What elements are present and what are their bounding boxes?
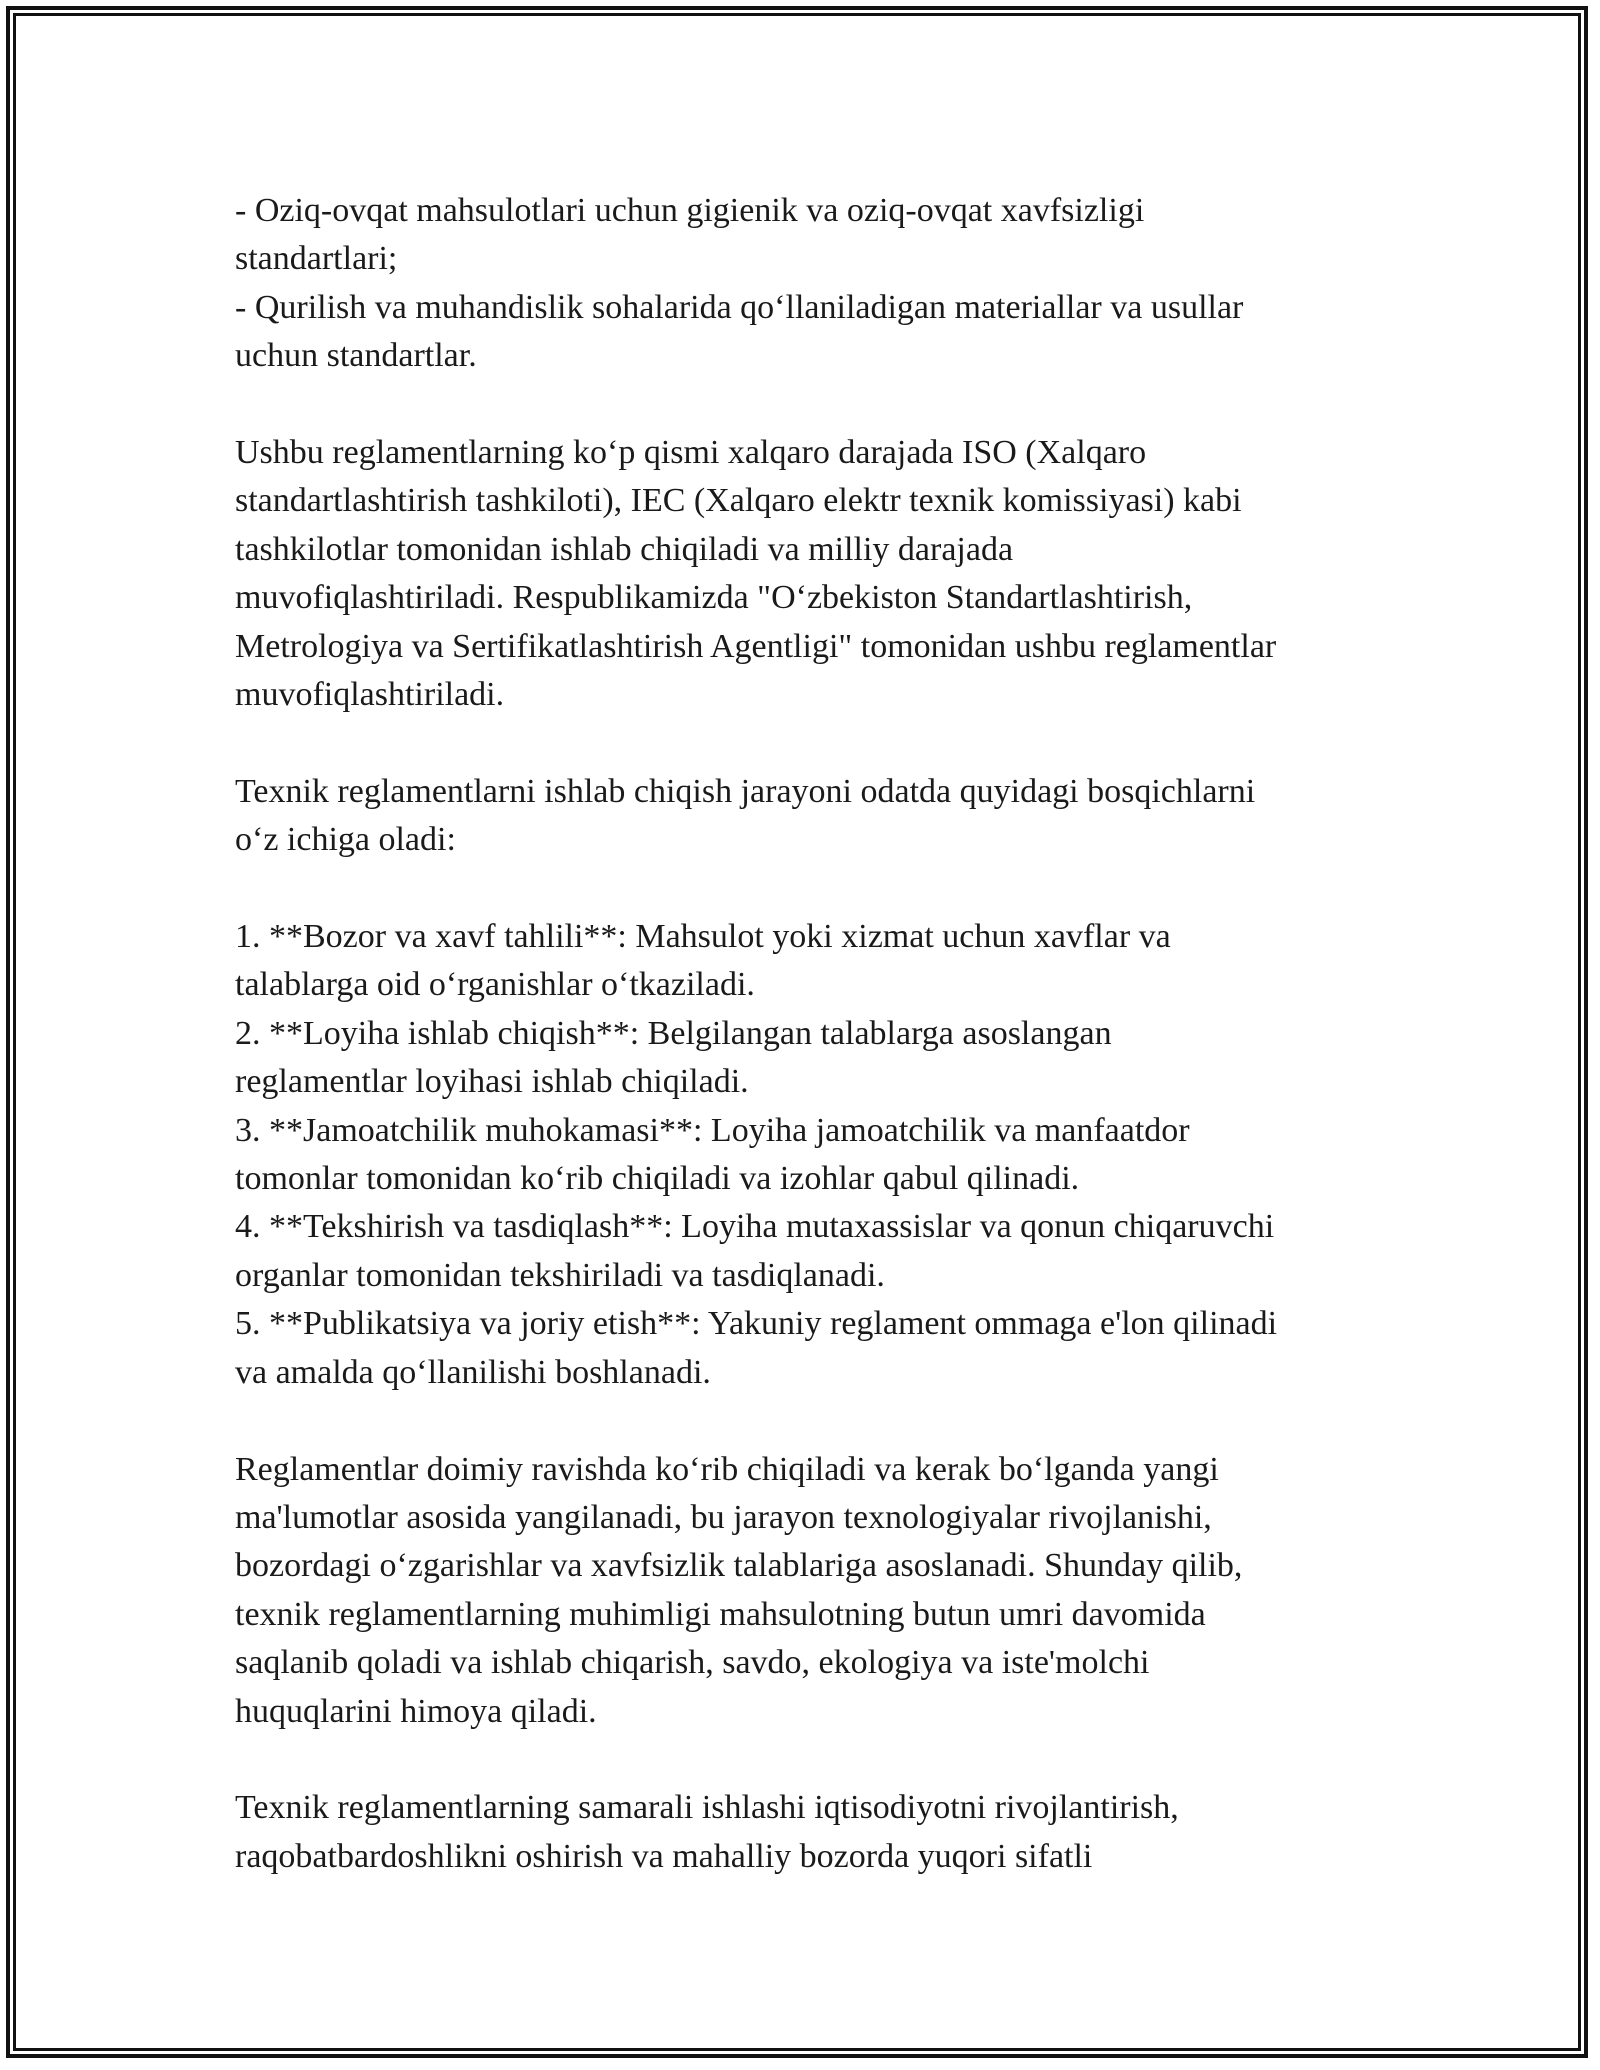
text-line: 5. **Publikatsiya va joriy etish**: Yakuniy reglament ommaga e'lon qilinadi: [235, 1305, 1278, 1343]
text-line: Ushbu reglamentlarning ko‘p qismi xalqaro darajada ISO (Xalqaro: [235, 434, 1147, 472]
text-line: raqobatbardoshlikni oshirish va mahalliy bozorda yuqori sifatli: [235, 1837, 1093, 1875]
text-line: va amalda qo‘llanilishi boshlanadi.: [235, 1353, 711, 1391]
paragraph-review: [235, 1446, 1375, 1736]
text-line: saqlanib qoladi va ishlab chiqarish, savdo, ekologiya va iste'molchi: [235, 1644, 1150, 1682]
text-line: Reglamentlar doimiy ravishda ko‘rib chiqiladi va kerak bo‘lganda yangi: [235, 1450, 1219, 1488]
text-line: Texnik reglamentlarning samarali ishlashi iqtisodiyotni rivojlantirish,: [235, 1789, 1179, 1827]
paragraph-gap: [235, 1397, 1375, 1445]
text-line: uchun standartlar.: [235, 337, 477, 375]
document-page: [235, 187, 1375, 1881]
text-line: standartlari;: [235, 240, 398, 278]
text-line: organlar tomonidan tekshiriladi va tasdiqlanadi.: [235, 1256, 885, 1294]
text-line: - Qurilish va muhandislik sohalarida qo‘llaniladigan materiallar va usullar: [235, 288, 1244, 326]
text-line: o‘z ichiga oladi:: [235, 821, 456, 859]
paragraph-gap: [235, 1736, 1375, 1784]
text-line: standartlashtirish tashkiloti), IEC (Xalqaro elektr texnik komissiyasi) kabi: [235, 482, 1242, 520]
text-line: tashkilotlar tomonidan ishlab chiqiladi va milliy darajada: [235, 530, 1014, 568]
paragraph-intro-list: [235, 187, 1375, 381]
text-line: muvofiqlashtiriladi. Respublikamizda "O‘zbekiston Standartlashtirish,: [235, 579, 1193, 617]
text-line: bozordagi o‘zgarishlar va xavfsizlik talablariga asoslanadi. Shunday qilib,: [235, 1547, 1243, 1585]
text-line: 4. **Tekshirish va tasdiqlash**: Loyiha mutaxassislar va qonun chiqaruvchi: [235, 1208, 1275, 1246]
text-line: muvofiqlashtiriladi.: [235, 676, 505, 714]
text-line: 3. **Jamoatchilik muhokamasi**: Loyiha jamoatchilik va manfaatdor: [235, 1111, 1190, 1149]
text-line: Metrologiya va Sertifikatlashtirish Agentligi" tomonidan ushbu reglamentlar: [235, 627, 1277, 665]
text-line: Texnik reglamentlarni ishlab chiqish jarayoni odatda quyidagi bosqichlarni: [235, 772, 1256, 810]
text-line: huquqlarini himoya qiladi.: [235, 1692, 597, 1730]
paragraph-gap: [235, 719, 1375, 767]
paragraph-closing: [235, 1784, 1375, 1881]
paragraph-steps-list: [235, 913, 1375, 1397]
text-line: - Oziq-ovqat mahsulotlari uchun gigienik va oziq-ovqat xavfsizligi: [235, 192, 1145, 229]
text-line: tomonlar tomonidan ko‘rib chiqiladi va izohlar qabul qilinadi.: [235, 1160, 1080, 1198]
text-line: 2. **Loyiha ishlab chiqish**: Belgilangan talablarga asoslangan: [235, 1014, 1112, 1052]
text-line: reglamentlar loyihasi ishlab chiqiladi.: [235, 1063, 749, 1101]
paragraph-process-intro: [235, 768, 1375, 865]
paragraph-gap: [235, 865, 1375, 913]
paragraph-iso: [235, 429, 1375, 719]
text-line: texnik reglamentlarning muhimligi mahsulotning butun umri davomida: [235, 1595, 1206, 1633]
text-line: 1. **Bozor va xavf tahlili**: Mahsulot yoki xizmat uchun xavflar va: [235, 918, 1171, 956]
paragraph-gap: [235, 381, 1375, 429]
text-line: ma'lumotlar asosida yangilanadi, bu jarayon texnologiyalar rivojlanishi,: [235, 1498, 1212, 1536]
text-line: talablarga oid o‘rganishlar o‘tkaziladi.: [235, 966, 755, 1004]
